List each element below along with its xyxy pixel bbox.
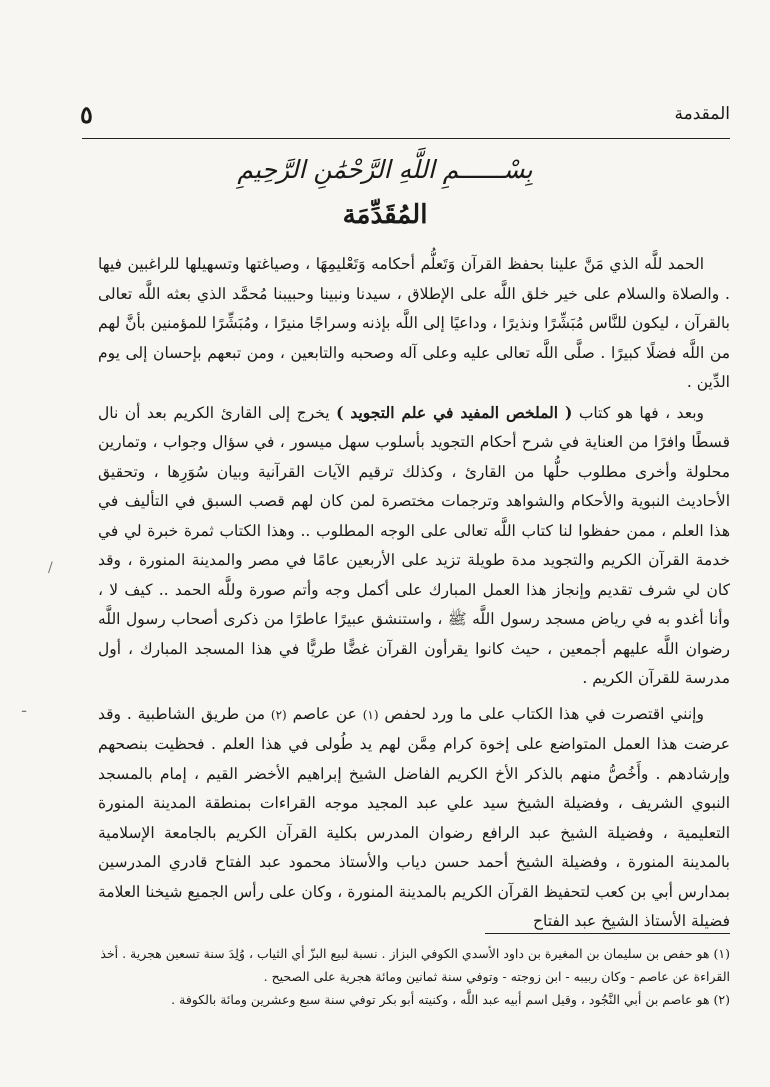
margin-pencil-mark: ـ xyxy=(22,700,27,716)
paragraph-text: وإنني اقتصرت في هذا الكتاب على ما ورد لحفص xyxy=(384,704,704,723)
margin-pencil-mark: / xyxy=(48,560,53,576)
paragraph-text: عن عاصم xyxy=(292,704,357,723)
header-rule xyxy=(82,138,730,139)
body-text xyxy=(98,250,730,937)
running-head xyxy=(80,100,730,132)
paragraph-text: يخرج إلى القارئ الكريم بعد أن نال قسطًا وافرًا من العناية في شرح أحكام التجويد بأسلوب سهل ميسور ، في سؤال وجواب ، وتمارين محلولة وأخرى مطلوب حلُّها من القارئ ، وكذلك ترقيم الآيات القرآنية وبيان سُوَرِها ، وتحقيق الأحاديث النبوية والأحكام والشواهد وترجمات مختصرة لمن كان لهم قصب السبق في التأليف في هذا العلم ، ممن حفظوا لنا كتاب اللَّه تعالى على الوجه المطلوب .. وهذا الكتاب ثمرة خبرة لي في خدمة القرآن الكريم والتجويد مدة طويلة تزيد على الأربعين عامًا في مصر والمدينة المنورة ، وقد كان لي شرف تقديم وإنجاز هذا العمل المبارك على أكمل وجه وأتم صورة وللَّه الحمد .. كيف لا ، وأنا أغدو به في رياض مسجد رسول اللَّه ﷺ ، واستنشق عبيرًا عاطرًا من ذكرى أصحاب رسول اللَّه رضوان اللَّه عليهم أجمعين ، حيث كانوا يقرأون القرآن غضًّا طريًّا في هذا المسجد المبارك ، أول مدرسة للقرآن الكريم . xyxy=(98,403,730,687)
page-number: ٥ xyxy=(80,100,93,129)
footnote-ref-1[interactable]: (١) xyxy=(362,707,379,722)
footnote-ref-2[interactable]: (٢) xyxy=(270,707,287,722)
paragraph-intro: الحمد للَّه الذي مَنَّ علينا بحفظ القرآن وَتَعلُّم أحكامه وَتَعْليمِهَا ، وصياغتها وتسهيلها للراغبين فيها . والصلاة والسلام على خير خلق اللَّه على الإطلاق ، سيدنا ونبينا وحبيبنا مُحمَّد الذي بعثه اللَّه تعالى بالقرآن ، ليكون للنَّاس مُبَشِّرًا ونذيرًا ، وداعيًا إلى اللَّه بإذنه وسراجًا منيرًا ، ومُبَشِّرًا للمؤمنين بأنَّ لهم من اللَّه فضلًا كبيرًا . صلَّى اللَّه تعالى عليه وعلى آله وصحبه والتابعين ، ومن تبعهم بإحسان إلى يوم الدِّين . xyxy=(98,255,730,391)
book-title: ( الملخص المفيد في علم التجويد ) xyxy=(336,402,573,422)
running-title: المقدمة xyxy=(674,104,730,124)
footnote-rule xyxy=(485,933,730,934)
footnote-2: (٢) هو عاصم بن أبي النَّجُود ، وقيل اسم أبيه عبد اللَّه ، وكنيته أبو بكر توفي سنة سبع وعشرين ومائة بالكوفة . xyxy=(171,992,730,1007)
paragraph-acknowledgements xyxy=(98,700,730,937)
basmala: بِسْــــــمِ اللَّهِ الرَّحْمَٰنِ الرَّحِيمِ xyxy=(237,155,533,184)
section-title: المُقَدِّمَة xyxy=(342,200,428,230)
paragraph-book-description xyxy=(98,398,730,694)
footnote-1: (١) هو حفص بن سليمان بن المغيرة بن داود الأسدي الكوفي البزاز . نسبة لبيع البزّ أي الثياب ، وُلِدَ سنة تسعين هجرية . أخذ القراءة عن عاصم - وكان ربيبه - ابن زوجته - وتوفي سنة ثمانين ومائة هجرية على الصحيح . xyxy=(100,946,730,984)
paragraph-text: وبعد ، فها هو كتاب xyxy=(578,403,704,422)
paragraph-text: من طريق الشاطبية . وقد عرضت هذا العمل المتواضع على إخوة كرام مِمَّن لهم يد طُولى في هذا العلم . فحظيت بنصحهم وإرشادهم . وأَخُصُّ منهم بالذكر الأخ الكريم الفاضل الشيخ إبراهيم الأخضر القيم ، إمام بالمسجد النبوي الشريف ، وفضيلة الشيخ سيد علي عبد المجيد موجه القراءات بمنطقة المدينة المنورة التعليمية ، وفضيلة الشيخ عبد الرافع رضوان المدرس بكلية القرآن الكريم بالجامعة الإسلامية بالمدينة المنورة ، وفضيلة الشيخ أحمد حسن دياب والأستاذ محمود عبد الفتاح قادري المدرسين بمدارس أبي بن كعب لتحفيظ القرآن الكريم بالمدينة المنورة ، وكان على رأس الجميع شيخنا العلامة فضيلة الأستاذ الشيخ عبد الفتاح xyxy=(98,704,730,930)
footnotes xyxy=(98,942,730,1011)
